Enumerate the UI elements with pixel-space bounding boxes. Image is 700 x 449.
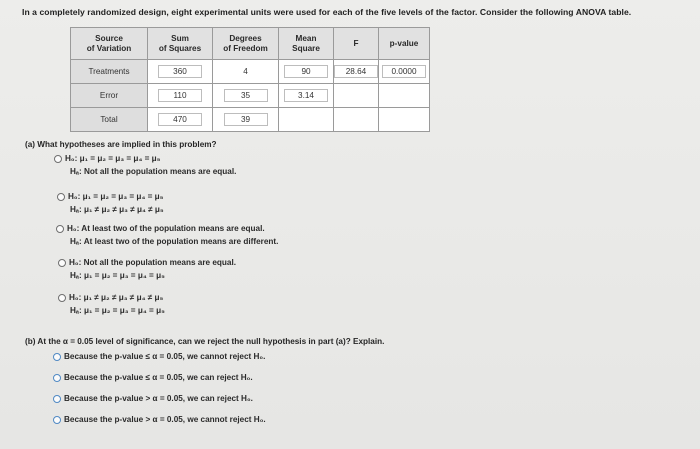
cell-ss-value: 360 — [158, 65, 202, 78]
part-a-option-4-radio[interactable] — [58, 259, 66, 267]
header-f — [334, 28, 379, 60]
header-mean-square — [279, 28, 334, 60]
part-a-option-1-ha[interactable]: Hₐ: Not all the population means are equal. — [70, 167, 237, 176]
part-b-option-2-radio[interactable] — [53, 374, 61, 382]
cell-p-value: 0.0000 — [382, 65, 426, 78]
cell-f — [334, 60, 379, 84]
part-b-option-4-label[interactable]: Because the p-value > α = 0.05, we cannot reject H₀. — [64, 415, 266, 424]
part-a-option-2-h0[interactable]: H₀: μ₁ = μ₂ = μ₃ = μ₄ = μ₅ — [68, 192, 164, 201]
part-b-option-1-radio[interactable] — [53, 353, 61, 361]
cell-df — [213, 108, 279, 132]
part-a-option-1-radio[interactable] — [54, 155, 62, 163]
header-source-label: Source of Variation — [86, 33, 132, 53]
cell-source: Error — [71, 84, 148, 108]
part-b-option-2-label[interactable]: Because the p-value ≤ α = 0.05, we can reject H₀. — [64, 373, 253, 382]
cell-f-empty — [334, 84, 379, 108]
cell-f-empty — [334, 108, 379, 132]
cell-ss — [148, 60, 213, 84]
table-row — [71, 60, 430, 84]
part-a-question: (a) What hypotheses are implied in this problem? — [25, 140, 217, 149]
header-source — [71, 28, 148, 60]
header-sum-squares-label: Sum of Squares — [158, 33, 202, 53]
part-a-option-3-radio[interactable] — [56, 225, 64, 233]
cell-df: 4 — [213, 60, 279, 84]
cell-ss — [148, 108, 213, 132]
header-degrees-freedom — [213, 28, 279, 60]
part-b-option-3-radio[interactable] — [53, 395, 61, 403]
cell-ss-value: 110 — [158, 89, 202, 102]
part-b-option-3-label[interactable]: Because the p-value > α = 0.05, we can reject H₀. — [64, 394, 253, 403]
part-a-option-3-ha[interactable]: Hₐ: At least two of the population means are different. — [70, 237, 279, 246]
cell-ms — [279, 60, 334, 84]
cell-p-empty — [379, 84, 430, 108]
problem-intro: In a completely randomized design, eight experimental units were used for each of the five levels of the factor. Consider the following ANOVA table. — [22, 7, 632, 17]
part-a-option-4-h0[interactable]: H₀: Not all the population means are equal. — [69, 258, 237, 267]
part-a-option-2-radio[interactable] — [57, 193, 65, 201]
part-a-option-5-h0[interactable]: H₀: μ₁ ≠ μ₂ ≠ μ₃ ≠ μ₄ ≠ μ₅ — [69, 293, 164, 302]
header-p-value — [379, 28, 430, 60]
cell-ss — [148, 84, 213, 108]
header-sum-squares — [148, 28, 213, 60]
cell-source: Total — [71, 108, 148, 132]
table-row — [71, 108, 430, 132]
part-b-option-4-radio[interactable] — [53, 416, 61, 424]
part-b-option-1-label[interactable]: Because the p-value ≤ α = 0.05, we cannot reject H₀. — [64, 352, 266, 361]
cell-f-value: 28.64 — [334, 65, 378, 78]
header-degrees-freedom-label: Degrees of Freedom — [223, 33, 268, 53]
part-a-option-4-ha[interactable]: Hₐ: μ₁ = μ₂ = μ₃ = μ₄ = μ₅ — [70, 271, 165, 280]
cell-ms-value: 90 — [284, 65, 328, 78]
part-a-option-2-ha[interactable]: Hₐ: μ₁ ≠ μ₂ ≠ μ₃ ≠ μ₄ ≠ μ₅ — [70, 205, 164, 214]
cell-ss-value: 470 — [158, 113, 202, 126]
cell-source: Treatments — [71, 60, 148, 84]
header-mean-square-label: Mean Square — [292, 33, 320, 53]
cell-p-empty — [379, 108, 430, 132]
part-a-option-1-h0[interactable]: H₀: μ₁ = μ₂ = μ₃ = μ₄ = μ₅ — [65, 154, 161, 163]
cell-ms — [279, 84, 334, 108]
header-p-value-label: p-value — [389, 38, 419, 48]
part-a-option-5-radio[interactable] — [58, 294, 66, 302]
anova-table — [70, 27, 430, 132]
header-f-label: F — [353, 38, 359, 48]
cell-df-value: 35 — [224, 89, 268, 102]
part-a-option-3-h0[interactable]: H₀: At least two of the population means are equal. — [67, 224, 265, 233]
part-a-option-5-ha[interactable]: Hₐ: μ₁ = μ₂ = μ₃ = μ₄ = μ₅ — [70, 306, 165, 315]
cell-df-value: 39 — [224, 113, 268, 126]
table-header-row — [71, 28, 430, 60]
cell-p — [379, 60, 430, 84]
cell-df — [213, 84, 279, 108]
cell-ms-empty — [279, 108, 334, 132]
cell-ms-value: 3.14 — [284, 89, 328, 102]
table-row — [71, 84, 430, 108]
part-b-question: (b) At the α = 0.05 level of significance, can we reject the null hypothesis in part (a)? Explain. — [25, 337, 385, 346]
